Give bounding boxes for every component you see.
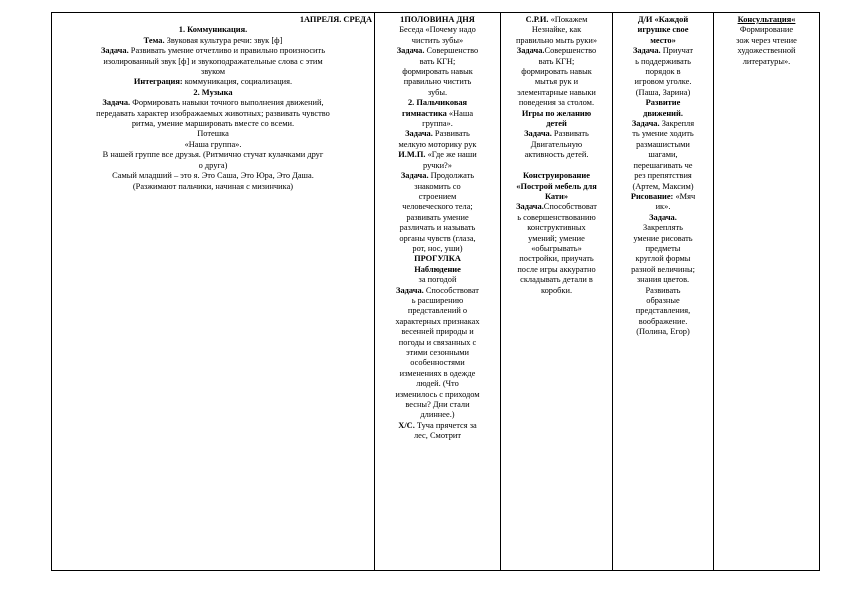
text-line: Двигательную xyxy=(530,139,583,149)
text-line: Формирование xyxy=(739,25,794,35)
text-line: человеческого тела; xyxy=(402,202,473,212)
observation-title: Наблюдение xyxy=(414,264,461,274)
spacer xyxy=(503,161,610,171)
observation-title: за погодой xyxy=(418,275,457,285)
column-header: игрушке свое xyxy=(637,25,689,35)
text-line: изменениях в одежде xyxy=(399,368,476,378)
text-line: вать КГН; xyxy=(538,56,575,66)
column-role-play xyxy=(501,13,613,571)
text-line: «обыгрывать» xyxy=(531,243,582,253)
text-line: весны? Дни стали xyxy=(405,400,470,410)
text-line: ь расширению xyxy=(411,295,464,305)
text-line: этими сезонными xyxy=(405,348,470,357)
text-line: изменилось с приходом xyxy=(395,389,480,399)
text-line: формировать навык xyxy=(521,67,592,77)
task-line: Задача. xyxy=(649,212,677,222)
text-line: художественной xyxy=(737,46,796,56)
task-line: Задача. Закрепля xyxy=(631,119,695,129)
daily-plan-table xyxy=(51,12,820,571)
integration-line: Интеграция: коммуникация, социализация. xyxy=(133,77,293,87)
text-line: круглой формы xyxy=(635,254,691,264)
rhyme-title: Потешка xyxy=(197,129,229,139)
text-line: ь поддерживать xyxy=(635,56,691,66)
text-line: весенней природы и xyxy=(401,327,474,337)
text-line: рез препятствия xyxy=(634,171,692,181)
column-first-half-day xyxy=(375,13,501,571)
text-line: ть умение ходить xyxy=(632,129,694,139)
text-line: ик». xyxy=(655,202,671,212)
drawing-line: Рисование: «Мяч xyxy=(630,191,696,201)
text-line: ручки?» xyxy=(423,160,452,170)
text-line: образные xyxy=(646,295,680,305)
task-line: изолированный звук [ф] и звукоподражательные слова с этим xyxy=(103,56,323,66)
task-line: Задача. Развивать xyxy=(405,129,470,139)
task-line: Задача.Способствоват xyxy=(516,202,597,212)
section-title: гимнастика «Наша xyxy=(401,108,474,118)
text-line: (Артем, Максим) xyxy=(632,181,694,191)
column-header: Консультация« xyxy=(737,15,796,24)
text-line: зубы. xyxy=(427,87,448,97)
section-title: Игры по желанию xyxy=(521,108,592,118)
section-title: 2. Пальчиковая xyxy=(407,98,468,108)
text-line: правильно чистить xyxy=(403,77,472,87)
column-header: 1ПОЛОВИНА ДНЯ xyxy=(400,15,475,24)
text-line: знакомить со xyxy=(414,181,461,191)
text-line: представлений о xyxy=(407,306,468,316)
text-line: разной величины; xyxy=(631,264,695,274)
column-header: С.Р.И. «Покажем xyxy=(525,15,588,24)
date-header: 1АПРЕЛЯ. СРЕДА xyxy=(299,15,372,24)
rhyme-line: (Разжимают пальчики, начиная с мизинчика) xyxy=(132,181,294,191)
text-line: органы чувств (глаза, xyxy=(399,233,476,243)
game-line: И.М.П. «Где же наши xyxy=(398,150,477,160)
text-line: шагами, xyxy=(648,150,678,160)
task-line: Задача. Формировать навыки точного выполнения движений, xyxy=(102,98,324,108)
section-title: движений. xyxy=(643,108,683,118)
text-line: воображение. xyxy=(638,316,688,326)
section-title: Конструирование xyxy=(523,171,590,181)
text-line: формировать навык xyxy=(402,67,473,77)
text-line: лес, Смотрит xyxy=(413,431,462,441)
text-line: мытья рук и xyxy=(534,77,579,87)
text-line: игровом уголке. xyxy=(634,77,692,87)
section-title: 2. Музыка xyxy=(193,87,233,97)
task-line: Задача. Продолжать xyxy=(400,171,475,181)
section-title: Кати» xyxy=(544,191,569,201)
text-line: знания цветов. xyxy=(636,275,690,285)
text-line: Закреплять xyxy=(643,223,683,233)
text-line: Незнайке, как xyxy=(531,25,582,35)
task-line: Задача. Совершенство xyxy=(396,46,479,56)
text-line: правильно мыть руки» xyxy=(515,35,598,45)
task-line: передавать характер изображаемых животных; развивать чувство xyxy=(96,108,330,118)
column-consultation xyxy=(714,13,820,571)
text-line: после игры аккуратно xyxy=(517,264,596,274)
text-line: чистить зубы» xyxy=(411,35,464,45)
walk-title: ПРОГУЛКА xyxy=(414,254,461,264)
text-line: коробки. xyxy=(540,285,573,295)
section-title: детей xyxy=(546,119,567,129)
theme-line: Тема. Звуковая культура речи: звук [ф] xyxy=(143,35,283,45)
text-line: группа». xyxy=(422,119,453,129)
text-line: порядок в xyxy=(645,67,681,77)
text-line: представления, xyxy=(635,306,691,316)
text-line: людей. (Что xyxy=(416,379,459,389)
text-line: умений; умение xyxy=(528,233,585,243)
section-title: 1. Коммуникация. xyxy=(178,25,248,35)
text-line: умение рисовать xyxy=(633,233,693,243)
column-nod xyxy=(52,13,375,571)
text-line: Развивать xyxy=(645,285,681,295)
text-line: рот, нос, уши) xyxy=(412,243,463,253)
column-header: место» xyxy=(650,35,676,45)
rhyme-line: Самый младший – это я. Это Саша, Это Юра, Это Даша. xyxy=(112,171,314,181)
column-header: Д/И «Каждой xyxy=(637,15,689,24)
text-line: различать и называть xyxy=(399,223,476,233)
text-line: вать КГН; xyxy=(419,56,456,66)
section-title: «Построй мебель для xyxy=(516,181,597,191)
task-line: Задача. Способствоват xyxy=(396,285,479,295)
text-line: перешагивать че xyxy=(633,160,693,170)
rhyme-name: «Наша группа». xyxy=(184,139,242,149)
column-didactic-game xyxy=(613,13,714,571)
text-line: литературы». xyxy=(742,56,791,66)
text-line: размашистыми xyxy=(636,139,690,149)
section-title: Развитие xyxy=(645,98,681,108)
text-line: зож через чтение xyxy=(736,35,797,45)
task-line: Задача. Приучат xyxy=(632,46,694,56)
text-line: мелкую моторику рук xyxy=(398,139,477,149)
text-line: конструктивных xyxy=(527,223,586,233)
task-line: Задача. Развивать умение отчетливо и правильно произносить xyxy=(100,46,326,56)
task-line: Задача.Совершенство xyxy=(516,46,597,56)
task-line: Задача. Развивать xyxy=(524,129,589,139)
text-line: поведения за столом. xyxy=(518,98,595,108)
text-line: погоды и связанных с xyxy=(398,337,477,347)
text-line: Беседа «Почему надо xyxy=(399,25,476,35)
text-line: (Полина, Егор) xyxy=(636,327,690,337)
text-line: особенностями xyxy=(410,358,465,368)
task-line: звуком xyxy=(200,67,226,77)
text-line: длиннее.) xyxy=(420,410,455,420)
rhyme-line: В нашей группе все друзья. (Ритмично стучат кулачками друг xyxy=(102,150,324,160)
text-line: складывать детали в xyxy=(520,275,593,285)
text-line: активность детей. xyxy=(524,150,589,160)
text-line: строением xyxy=(418,191,457,201)
task-line: ритма, умение маршировать вместе со всеми. xyxy=(131,119,295,129)
text-line: элементарные навыки xyxy=(517,87,596,97)
text-line: характерных признаках xyxy=(395,316,480,326)
text-line: развивать умение xyxy=(406,212,469,222)
text-line: предметы xyxy=(645,243,681,253)
rhyme-line: о друга) xyxy=(198,160,228,170)
art-word-line: Х/С. Туча прячется за xyxy=(398,420,477,430)
text-line: ь совершенствованию xyxy=(517,212,596,222)
text-line: (Паша, Зарина) xyxy=(635,87,691,97)
table-row xyxy=(52,13,820,571)
text-line: постройки, приучать xyxy=(519,254,594,264)
